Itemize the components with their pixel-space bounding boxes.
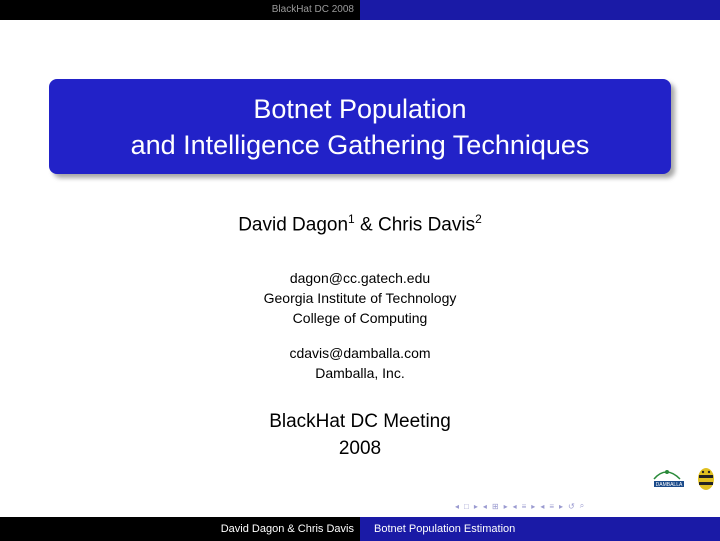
nav-prev-part-icon[interactable]: ◂ — [540, 501, 545, 511]
institute-1-dept: College of Computing — [292, 310, 428, 326]
meeting-name: BlackHat DC Meeting — [269, 411, 451, 432]
headline-right-panel — [360, 0, 720, 20]
footer-authors: David Dagon & Chris Davis — [0, 517, 360, 541]
author-1-mark: 1 — [348, 212, 355, 226]
nav-next-section-icon[interactable]: ▸ — [531, 501, 536, 511]
nav-subsection-icon[interactable]: ⊞ — [491, 501, 499, 511]
institute-2 — [0, 343, 720, 383]
authors-line — [0, 212, 720, 236]
nav-prev-section-icon[interactable]: ◂ — [512, 501, 517, 511]
title-block — [49, 79, 671, 174]
nav-next-frame-icon[interactable]: ▸ — [473, 501, 478, 511]
nav-next-subsection-icon[interactable]: ▸ — [503, 501, 508, 511]
nav-prev-frame-icon[interactable]: ◂ — [455, 501, 460, 511]
logo-wordmark: DAMBALLA — [655, 482, 683, 488]
nav-search-icon[interactable]: ⌕ — [579, 501, 585, 510]
nav-prev-subsection-icon[interactable]: ◂ — [482, 501, 487, 511]
footline-bar — [0, 517, 720, 541]
nav-part-icon[interactable]: ≡ — [549, 501, 554, 511]
institute-2-email[interactable]: cdavis@damballa.com — [289, 345, 431, 361]
institute-2-org: Damballa, Inc. — [315, 365, 405, 381]
headline-bar — [0, 0, 720, 20]
meeting-block — [0, 408, 720, 462]
logo-area — [650, 463, 720, 495]
nav-section-icon[interactable]: ≡ — [521, 501, 527, 511]
institute-1-email[interactable]: dagon@cc.gatech.edu — [289, 270, 431, 286]
institute-1 — [0, 268, 720, 328]
nav-frame-icon[interactable]: □ — [464, 501, 469, 511]
author-separator: & — [354, 214, 378, 236]
footer-title: Botnet Population Estimation — [360, 517, 720, 541]
author-2-mark: 2 — [475, 212, 482, 226]
meeting-year: 2008 — [338, 438, 382, 459]
beamer-nav-controls — [455, 500, 715, 512]
title-line-1: Botnet Population — [253, 93, 467, 124]
institute-1-org: Georgia Institute of Technology — [263, 290, 457, 306]
title-line-2: and Intelligence Gathering Techniques — [130, 129, 590, 160]
nav-next-part-icon[interactable]: ▸ — [559, 501, 564, 511]
nav-back-icon[interactable]: ↺ — [568, 501, 575, 511]
author-1: David Dagon — [238, 214, 349, 236]
damballa-logo-icon — [650, 463, 720, 495]
author-2: Chris Davis — [377, 214, 476, 236]
headline-title: BlackHat DC 2008 — [0, 0, 360, 20]
